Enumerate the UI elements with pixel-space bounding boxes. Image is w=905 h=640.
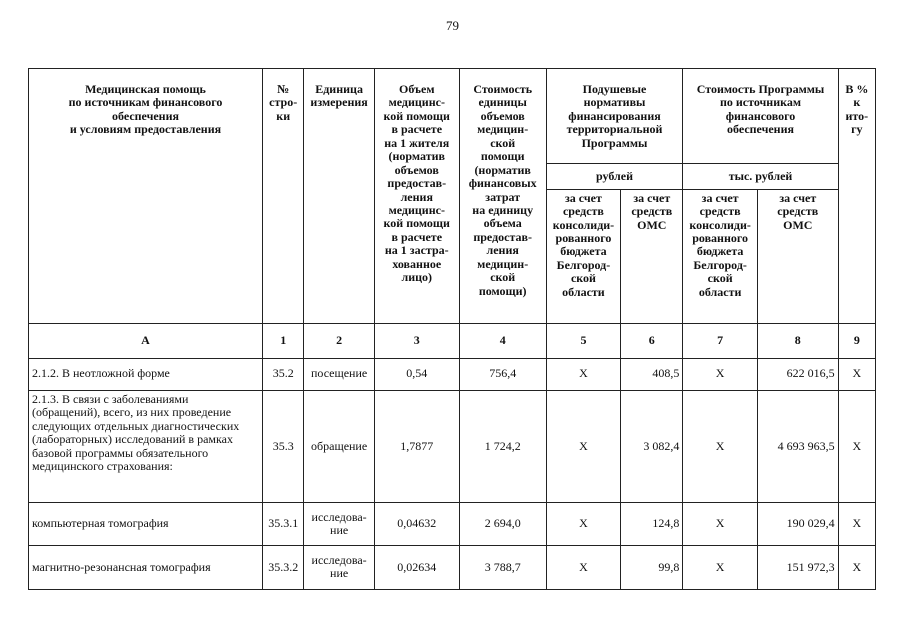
row-budget-total: Х [683,358,758,390]
row-budget-total: Х [683,503,758,545]
column-number: 7 [683,324,758,358]
header-program-cost: Стоимость Программы по источникам финансового обеспечения [683,69,838,164]
table-row [29,503,876,545]
column-number: 3 [374,324,459,358]
header-volume: Объем медицинс- кой помощи в расчете на 1 жителя (норматив объемов предостав- ления медицинс- кой помощи в расчете на 1 застра- хованное лицо) [374,69,459,324]
row-number: 35.2 [263,358,304,390]
row-unit: исследова- ние [304,545,374,589]
column-number: А [29,324,263,358]
row-oms-total: 190 029,4 [757,503,838,545]
row-unit: обращение [304,390,374,503]
row-number: 35.3.2 [263,545,304,589]
row-percent: Х [838,503,875,545]
row-budget-per-capita: Х [546,358,621,390]
row-budget-per-capita: Х [546,503,621,545]
row-oms-per-capita: 3 082,4 [621,390,683,503]
column-number: 9 [838,324,875,358]
row-oms-total: 151 972,3 [757,545,838,589]
row-budget-per-capita: Х [546,390,621,503]
header-oms-per-capita: за счет средств ОМС [621,189,683,324]
row-volume: 0,54 [374,358,459,390]
header-unit-cost: Стоимость единицы объемов медицин- ской помощи (норматив финансовых затрат на единицу объема предостав- ления медицин- ской помощи) [459,69,546,324]
table-row [29,545,876,589]
column-number: 2 [304,324,374,358]
row-unit-cost: 3 788,7 [459,545,546,589]
row-budget-total: Х [683,390,758,503]
column-number: 1 [263,324,304,358]
header-budget-total: за счет средств консолиди- рованного бюджета Белгород- ской области [683,189,758,324]
row-name: компьютерная томография [29,503,263,545]
row-volume: 0,04632 [374,503,459,545]
row-oms-total: 622 016,5 [757,358,838,390]
header-per-capita: Подушевые нормативы финансирования территориальной Программы [546,69,683,164]
row-unit-cost: 1 724,2 [459,390,546,503]
header-oms-total: за счет средств ОМС [757,189,838,324]
header-rubles: рублей [546,163,683,189]
row-number: 35.3.1 [263,503,304,545]
row-percent: Х [838,545,875,589]
row-number: 35.3 [263,390,304,503]
header-percent: В % к ито- гу [838,69,875,324]
column-number: 4 [459,324,546,358]
column-numbers-row [29,324,876,358]
financing-table [28,68,876,590]
row-volume: 0,02634 [374,545,459,589]
row-budget-per-capita: Х [546,545,621,589]
row-name: магнитно-резонансная томография [29,545,263,589]
row-oms-per-capita: 124,8 [621,503,683,545]
row-oms-total: 4 693 963,5 [757,390,838,503]
column-number: 5 [546,324,621,358]
row-oms-per-capita: 408,5 [621,358,683,390]
header-name: Медицинская помощь по источникам финансового обеспечения и условиям предоставления [29,69,263,324]
row-budget-total: Х [683,545,758,589]
row-percent: Х [838,390,875,503]
row-name: 2.1.3. В связи с заболеваниями (обращений), всего, из них проведение следующих отдельных диагностических (лабораторных) исследований в рамках базовой программы обязательного медицинского страхования: [29,390,263,503]
row-unit: посещение [304,358,374,390]
row-oms-per-capita: 99,8 [621,545,683,589]
row-unit-cost: 2 694,0 [459,503,546,545]
header-budget-per-capita: за счет средств консолиди- рованного бюджета Белгород- ской области [546,189,621,324]
header-thousand-rubles: тыс. рублей [683,163,838,189]
page-number: 79 [446,18,459,33]
row-volume: 1,7877 [374,390,459,503]
row-name: 2.1.2. В неотложной форме [29,358,263,390]
row-percent: Х [838,358,875,390]
column-number: 8 [757,324,838,358]
table-row [29,358,876,390]
row-unit: исследова- ние [304,503,374,545]
column-number: 6 [621,324,683,358]
row-unit-cost: 756,4 [459,358,546,390]
header-row-number: № стро- ки [263,69,304,324]
table-row [29,390,876,503]
header-unit: Единица измерения [304,69,374,324]
